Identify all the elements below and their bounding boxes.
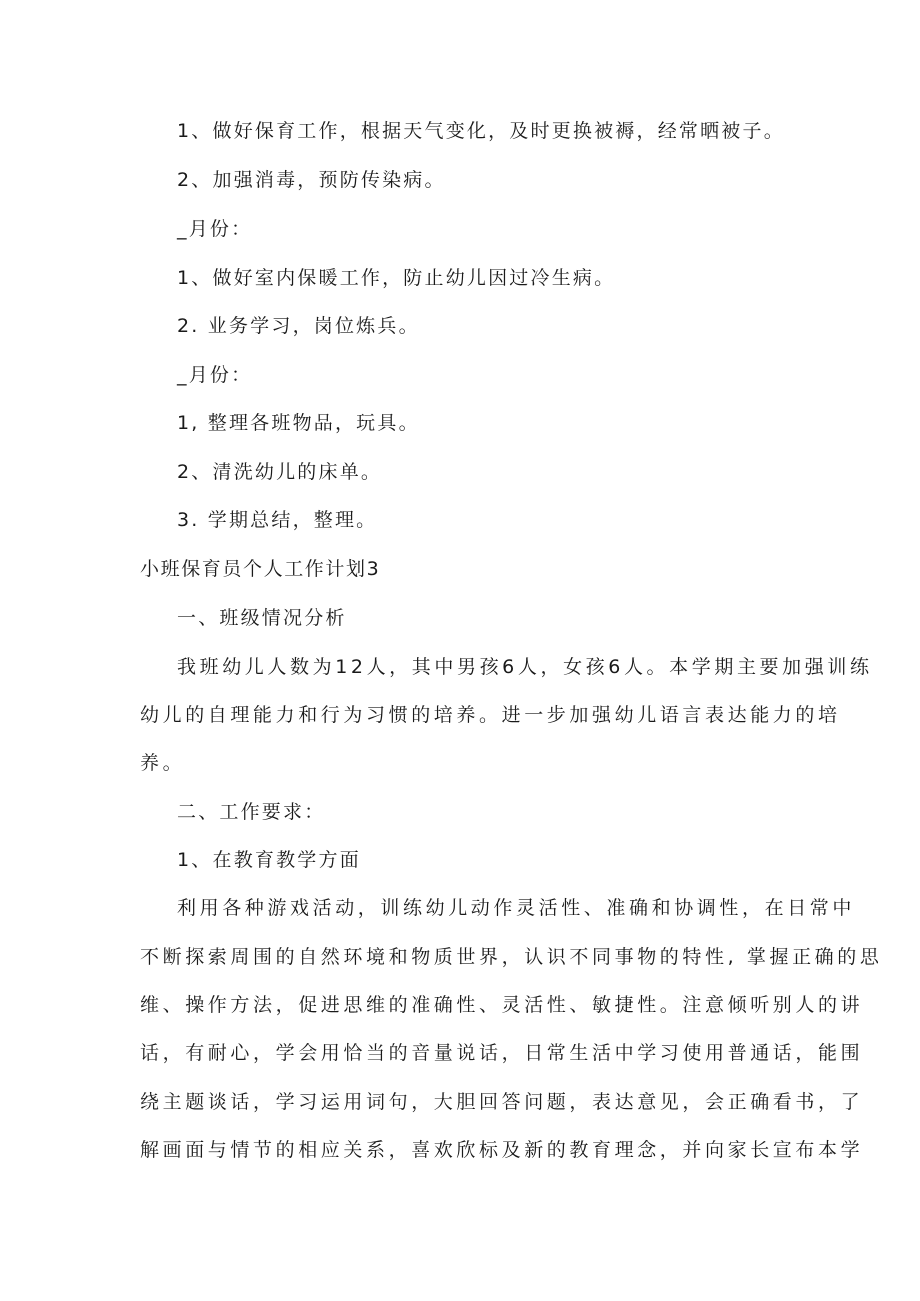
list-item: 2、加强消毒，预防传染病。 bbox=[177, 169, 446, 191]
paragraph-line: 不断探索周围的自然环境和物质世界，认识不同事物的特性, 掌握正确的思 bbox=[140, 946, 883, 968]
list-item: 1, 整理各班物品，玩具。 bbox=[177, 412, 420, 434]
paragraph-line: 维、操作方法，促进思维的准确性、灵活性、敏捷性。注意倾听别人的讲 bbox=[140, 994, 864, 1016]
heading-class-analysis: 一、班级情况分析 bbox=[177, 607, 347, 629]
subheading-education: 1、在教育教学方面 bbox=[177, 849, 361, 871]
heading-work-requirements: 二、工作要求： bbox=[177, 801, 326, 823]
section-title: 小班保育员个人工作计划3 bbox=[140, 558, 381, 580]
list-item: 3. 学期总结，整理。 bbox=[177, 509, 378, 531]
list-item: 2. 业务学习，岗位炼兵。 bbox=[177, 315, 420, 337]
list-item: 1、做好保育工作，根据天气变化，及时更换被褥，经常晒被子。 bbox=[177, 120, 785, 142]
paragraph-line: 绕主题谈话，学习运用词句，大胆回答问题，表达意见，会正确看书，了 bbox=[140, 1091, 864, 1113]
paragraph-line: 解画面与情节的相应关系，喜欢欣标及新的教育理念，并向家长宣布本学 bbox=[140, 1139, 864, 1161]
paragraph-line: 养。 bbox=[140, 752, 186, 774]
paragraph-line: 幼儿的自理能力和行为习惯的培养。进一步加强幼儿语言表达能力的培 bbox=[140, 704, 841, 726]
list-item: 1、做好室内保暖工作，防止幼儿因过冷生病。 bbox=[177, 267, 616, 289]
month-label: _月份： bbox=[177, 218, 253, 240]
month-label: _月份： bbox=[177, 364, 253, 386]
list-item: 2、清洗幼儿的床单。 bbox=[177, 461, 383, 483]
paragraph-line: 利用各种游戏活动，训练幼儿动作灵活性、准确和协调性，在日常中 bbox=[177, 897, 856, 919]
paragraph-line: 我班幼儿人数为12人，其中男孩6人，女孩6人。本学期主要加强训练 bbox=[177, 656, 873, 678]
paragraph-line: 话，有耐心，学会用恰当的音量说话，日常生活中学习使用普通话，能围 bbox=[140, 1042, 864, 1064]
